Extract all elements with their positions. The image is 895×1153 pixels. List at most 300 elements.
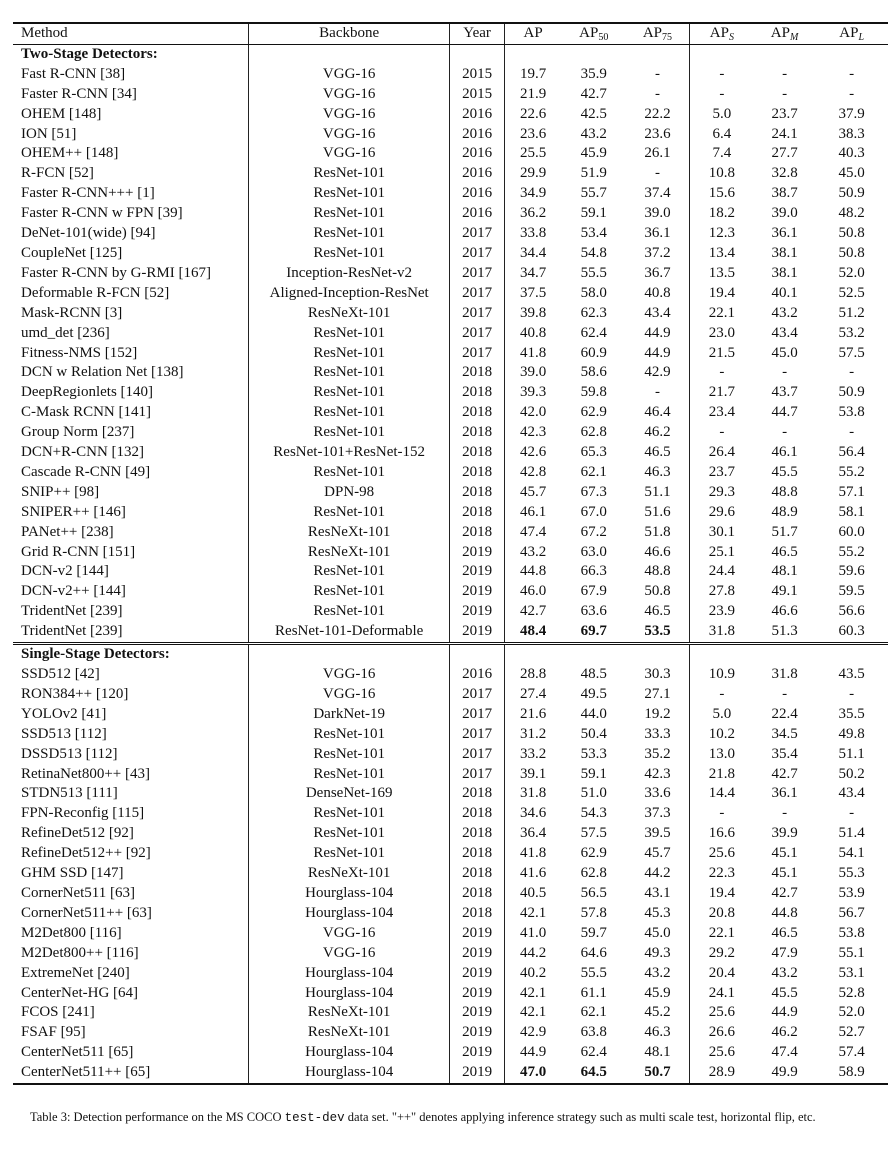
cell-year: 2019 (450, 622, 504, 643)
cell-year: 2017 (450, 685, 504, 705)
cell-ap75: 22.2 (626, 105, 689, 125)
cell-ap75: 23.6 (626, 125, 689, 145)
cell-ap75: 44.9 (626, 324, 689, 344)
cell-apm: 42.7 (771, 765, 798, 782)
header-apm-main: AP (770, 25, 790, 41)
cell-ap50: 53.4 (580, 225, 607, 242)
cell-ap75: 37.4 (626, 184, 689, 204)
cell-apl: 50.8 (838, 244, 865, 261)
cell-apl: 53.9 (838, 884, 865, 901)
cell-ap75: 45.9 (626, 984, 689, 1004)
cell-ap50: 43.2 (580, 125, 607, 142)
section-title: Single-Stage Detectors: (13, 644, 248, 665)
cell-ap: 42.9 (519, 1024, 547, 1041)
header-apl (815, 23, 888, 44)
cell-method: OHEM++ [148] (13, 144, 248, 164)
cell-backbone: ResNet-101 (248, 164, 450, 184)
cell-method: Deformable R-FCN [52] (13, 284, 248, 304)
cell-year: 2019 (450, 944, 504, 964)
cell-backbone: ResNet-101+ResNet-152 (248, 443, 450, 463)
cell-backbone: ResNet-101 (248, 363, 450, 383)
cell-aps: 10.9 (708, 666, 736, 682)
cell-year: 2018 (450, 403, 504, 423)
cell-method: Faster R-CNN+++ [1] (13, 184, 248, 204)
cell-ap75: - (626, 85, 689, 105)
cell-backbone: ResNet-101 (248, 423, 450, 443)
cell-method: TridentNet [239] (13, 602, 248, 622)
table-row (13, 1023, 888, 1043)
table-row (13, 602, 888, 622)
table-row (13, 224, 888, 244)
cell-backbone: Hourglass-104 (248, 884, 450, 904)
cell-apm: 45.5 (771, 984, 798, 1001)
cell-method: CenterNet511++ [65] (13, 1063, 248, 1084)
cell-ap50: 59.7 (580, 924, 607, 941)
cell-ap50: 55.5 (580, 964, 607, 981)
cell-ap50: 59.1 (580, 205, 607, 222)
cell-apm: 39.9 (771, 825, 798, 842)
cell-apl: 52.8 (838, 984, 865, 1001)
cell-apm: 48.8 (771, 483, 798, 500)
cell-ap50: 42.5 (580, 105, 607, 122)
cell-ap75: 49.3 (626, 944, 689, 964)
cell-year: 2018 (450, 844, 504, 864)
table-row (13, 1063, 888, 1084)
cell-method: SSD512 [42] (13, 665, 248, 685)
cell-method: CenterNet-HG [64] (13, 984, 248, 1004)
cell-ap: 34.7 (519, 264, 547, 281)
cell-ap: 39.3 (519, 384, 547, 401)
cell-apl: 51.4 (838, 825, 865, 842)
cell-ap75: 43.2 (626, 964, 689, 984)
header-ap75 (626, 23, 689, 44)
cell-ap: 40.5 (519, 884, 547, 901)
cell-apl: 48.2 (838, 205, 865, 222)
cell-ap: 48.4 (519, 623, 547, 640)
table-row (13, 804, 888, 824)
cell-ap50: 44.0 (580, 705, 607, 722)
cell-apm: 43.7 (771, 384, 798, 401)
cell-apm: 36.1 (771, 225, 798, 242)
cell-ap75: 44.9 (626, 344, 689, 364)
cell-apm: - (782, 85, 788, 102)
header-aps-main: AP (709, 25, 729, 41)
section-title: Two-Stage Detectors: (13, 44, 248, 64)
header-method: Method (13, 23, 248, 44)
cell-ap50: 54.3 (580, 805, 607, 822)
cell-ap50: 67.2 (580, 523, 607, 540)
cell-ap75: 50.7 (626, 1063, 689, 1084)
cell-aps: 30.1 (708, 523, 736, 540)
table-row (13, 85, 888, 105)
cell-ap: 42.1 (519, 904, 547, 921)
cell-method: Group Norm [237] (13, 423, 248, 443)
cell-apl: 58.1 (838, 503, 865, 520)
cell-aps: 26.4 (708, 444, 736, 461)
cell-ap: 47.0 (504, 1063, 561, 1084)
cell-method: Grid R-CNN [151] (13, 543, 248, 563)
section-spacer-cell (754, 644, 815, 665)
cell-aps: 22.1 (708, 304, 736, 321)
header-aps (689, 23, 753, 44)
header-ap75-sub: 75 (662, 32, 673, 43)
cell-year: 2016 (450, 105, 504, 125)
cell-aps: 20.4 (708, 964, 736, 981)
cell-ap: 42.8 (519, 463, 547, 480)
cell-ap: 40.8 (519, 324, 547, 341)
cell-aps: 27.8 (708, 583, 736, 600)
cell-apl: - (849, 685, 855, 702)
cell-year: 2016 (450, 164, 504, 184)
cell-backbone: ResNet-101-Deformable (248, 622, 450, 643)
cell-apm: 38.1 (771, 244, 798, 261)
cell-method: FSAF [95] (13, 1023, 248, 1043)
cell-ap: 31.2 (519, 725, 547, 742)
cell-apl: 60.3 (838, 623, 865, 640)
cell-method: Fast R-CNN [38] (13, 65, 248, 85)
table-row (13, 344, 888, 364)
cell-ap50: 62.1 (580, 463, 607, 480)
section-spacer-cell (815, 44, 888, 64)
section-spacer-cell (626, 644, 689, 665)
cell-ap50: 67.3 (580, 483, 607, 500)
cell-apl: 52.7 (838, 1024, 865, 1041)
cell-method: SNIP++ [98] (13, 483, 248, 503)
cell-ap75: 45.3 (626, 904, 689, 924)
cell-ap: 41.6 (519, 865, 547, 882)
cell-apl: 52.0 (838, 264, 865, 281)
cell-method: Cascade R-CNN [49] (13, 463, 248, 483)
cell-apl: 50.9 (838, 384, 865, 401)
table-row (13, 423, 888, 443)
table-row (13, 582, 888, 602)
cell-method: SSD513 [112] (13, 725, 248, 745)
table-row (13, 765, 888, 785)
cell-year: 2018 (450, 824, 504, 844)
cell-aps: 21.8 (708, 765, 736, 782)
cell-backbone: ResNet-101 (248, 244, 450, 264)
cell-apm: 32.8 (771, 165, 798, 182)
cell-backbone: ResNet-101 (248, 204, 450, 224)
cell-year: 2019 (450, 964, 504, 984)
cell-method: DCN-v2++ [144] (13, 582, 248, 602)
cell-method: PANet++ [238] (13, 523, 248, 543)
cell-ap50: 59.8 (580, 384, 607, 401)
cell-aps: 29.2 (708, 944, 736, 961)
cell-year: 2017 (450, 745, 504, 765)
cell-ap50: 56.5 (580, 884, 607, 901)
cell-ap75: 53.5 (626, 622, 689, 643)
cell-ap50: 55.5 (580, 264, 607, 281)
cell-apl: 38.3 (838, 125, 865, 142)
cell-apl: 57.5 (838, 344, 865, 361)
cell-ap: 42.3 (519, 424, 547, 441)
cell-backbone: ResNet-101 (248, 503, 450, 523)
cell-aps: 31.8 (708, 623, 736, 640)
cell-apl: 56.6 (838, 603, 865, 620)
cell-apl: 52.5 (838, 284, 865, 301)
cell-ap50: 60.9 (580, 344, 607, 361)
cell-method: DCN+R-CNN [132] (13, 443, 248, 463)
cell-year: 2019 (450, 1063, 504, 1084)
cell-ap50: 63.8 (580, 1024, 607, 1041)
cell-ap75: 46.3 (626, 463, 689, 483)
header-ap50-main: AP (579, 25, 599, 41)
cell-aps: - (719, 685, 725, 702)
cell-apm: - (782, 65, 788, 82)
cell-method: M2Det800 [116] (13, 924, 248, 944)
cell-ap: 42.6 (519, 444, 547, 461)
cell-apl: 40.3 (838, 145, 865, 162)
cell-apl: 53.2 (838, 324, 865, 341)
cell-apm: 44.7 (771, 404, 798, 421)
cell-apm: 34.5 (771, 725, 798, 742)
table-row (13, 383, 888, 403)
table-row (13, 463, 888, 483)
cell-backbone: ResNeXt-101 (248, 864, 450, 884)
cell-apm: 48.1 (771, 563, 798, 580)
cell-backbone: ResNet-101 (248, 765, 450, 785)
cell-year: 2019 (450, 924, 504, 944)
cell-ap: 43.2 (519, 543, 547, 560)
cell-year: 2018 (450, 363, 504, 383)
table-row (13, 665, 888, 685)
cell-backbone: VGG-16 (248, 105, 450, 125)
cell-ap50: 62.9 (580, 404, 607, 421)
cell-apl: 53.1 (838, 964, 865, 981)
cell-apm: - (782, 364, 788, 381)
cell-apl: 35.5 (838, 705, 865, 722)
section-spacer-cell (248, 44, 450, 64)
cell-year: 2019 (450, 582, 504, 602)
table-row (13, 284, 888, 304)
cell-apl: 59.6 (838, 563, 865, 580)
cell-backbone: ResNet-101 (248, 582, 450, 602)
section-header-row (13, 644, 888, 665)
cell-year: 2018 (450, 443, 504, 463)
cell-backbone: VGG-16 (248, 85, 450, 105)
cell-method: CoupleNet [125] (13, 244, 248, 264)
cell-backbone: DPN-98 (248, 483, 450, 503)
cell-apl: - (849, 364, 855, 381)
table-row (13, 144, 888, 164)
table-row (13, 543, 888, 563)
cell-ap50: 48.5 (580, 666, 607, 682)
cell-method: GHM SSD [147] (13, 864, 248, 884)
results-table-container (13, 22, 888, 1085)
cell-year: 2017 (450, 244, 504, 264)
cell-apl: - (849, 65, 855, 82)
cell-year: 2015 (450, 65, 504, 85)
cell-year: 2017 (450, 705, 504, 725)
cell-aps: 29.6 (708, 503, 736, 520)
cell-ap: 25.5 (519, 145, 547, 162)
table-row (13, 944, 888, 964)
cell-apm: 36.1 (771, 785, 798, 802)
cell-apl: 43.4 (838, 785, 865, 802)
cell-backbone: ResNet-101 (248, 344, 450, 364)
cell-ap50: 62.8 (580, 424, 607, 441)
table-row (13, 105, 888, 125)
cell-backbone: ResNet-101 (248, 403, 450, 423)
cell-ap50: 49.5 (580, 685, 607, 702)
cell-method: umd_det [236] (13, 324, 248, 344)
table-row (13, 824, 888, 844)
cell-ap75: 45.7 (626, 844, 689, 864)
cell-method: TridentNet [239] (13, 622, 248, 643)
cell-backbone: ResNet-101 (248, 824, 450, 844)
cell-ap: 39.8 (519, 304, 547, 321)
cell-apm: 46.6 (771, 603, 798, 620)
cell-ap: 34.6 (519, 805, 547, 822)
cell-ap75: 46.5 (626, 602, 689, 622)
cell-method: Faster R-CNN by G-RMI [167] (13, 264, 248, 284)
cell-method: RefineDet512++ [92] (13, 844, 248, 864)
cell-ap50: 65.3 (580, 444, 607, 461)
cell-backbone: Hourglass-104 (248, 984, 450, 1004)
cell-apl: 56.7 (838, 904, 865, 921)
detection-results-table (13, 22, 888, 1085)
section-spacer-cell (248, 644, 450, 665)
cell-apl: 37.9 (838, 105, 865, 122)
cell-apl: 54.1 (838, 845, 865, 862)
cell-aps: 23.9 (708, 603, 736, 620)
cell-ap75: 46.3 (626, 1023, 689, 1043)
cell-method: ION [51] (13, 125, 248, 145)
cell-backbone: VGG-16 (248, 685, 450, 705)
cell-year: 2017 (450, 324, 504, 344)
cell-aps: 23.7 (708, 463, 736, 480)
cell-ap: 44.2 (519, 944, 547, 961)
cell-ap75: 51.6 (626, 503, 689, 523)
cell-aps: 18.2 (708, 205, 736, 222)
cell-apm: 49.9 (754, 1063, 815, 1084)
cell-method: DCN w Relation Net [138] (13, 363, 248, 383)
cell-apm: 45.1 (771, 845, 798, 862)
cell-aps: 20.8 (708, 904, 736, 921)
cell-apm: 43.2 (771, 964, 798, 981)
table-row (13, 1043, 888, 1063)
cell-year: 2018 (450, 804, 504, 824)
cell-ap75: 46.6 (626, 543, 689, 563)
cell-apl: 49.8 (838, 725, 865, 742)
cell-year: 2017 (450, 264, 504, 284)
cell-ap75: 33.3 (626, 725, 689, 745)
cell-backbone: VGG-16 (248, 665, 450, 685)
cell-method: FCOS [241] (13, 1003, 248, 1023)
cell-ap50: 35.9 (580, 65, 607, 82)
cell-method: FPN-Reconfig [115] (13, 804, 248, 824)
table-caption (30, 1110, 816, 1125)
section-spacer-cell (504, 44, 561, 64)
cell-ap: 27.4 (519, 685, 547, 702)
cell-aps: 10.8 (708, 165, 736, 182)
cell-backbone: ResNet-101 (248, 324, 450, 344)
cell-ap75: 48.1 (626, 1043, 689, 1063)
table-row (13, 984, 888, 1004)
table-row (13, 705, 888, 725)
cell-ap50: 58.0 (580, 284, 607, 301)
cell-backbone: ResNeXt-101 (248, 1003, 450, 1023)
cell-ap75: 42.3 (626, 765, 689, 785)
table-row (13, 503, 888, 523)
cell-apl: 51.2 (838, 304, 865, 321)
section-spacer-cell (754, 44, 815, 64)
cell-apm: 51.3 (771, 623, 798, 640)
cell-backbone: VGG-16 (248, 65, 450, 85)
cell-apm: 46.5 (771, 924, 798, 941)
cell-ap: 41.8 (519, 845, 547, 862)
cell-aps: 22.3 (708, 865, 736, 882)
cell-aps: 19.4 (708, 884, 736, 901)
cell-ap50: 53.3 (580, 745, 607, 762)
table-row (13, 304, 888, 324)
cell-ap75: 46.5 (626, 443, 689, 463)
cell-ap50: 64.6 (580, 944, 607, 961)
table-row (13, 403, 888, 423)
cell-apl: 59.5 (838, 583, 865, 600)
cell-apl: 60.0 (838, 523, 865, 540)
cell-ap: 36.4 (519, 825, 547, 842)
cell-aps: - (719, 424, 725, 441)
cell-apl: 58.9 (815, 1063, 888, 1084)
cell-year: 2017 (450, 344, 504, 364)
caption-code: test-dev (284, 1111, 345, 1125)
cell-ap50: 62.4 (580, 324, 607, 341)
cell-apm: 46.1 (771, 444, 798, 461)
cell-aps: 13.5 (708, 264, 736, 281)
cell-aps: 23.4 (708, 404, 736, 421)
cell-ap75: 51.8 (626, 523, 689, 543)
table-row (13, 523, 888, 543)
cell-ap50: 57.5 (580, 825, 607, 842)
cell-apl: - (849, 85, 855, 102)
cell-ap50: 69.7 (580, 623, 607, 640)
cell-ap: 36.2 (519, 205, 547, 222)
cell-ap75: 37.3 (626, 804, 689, 824)
cell-ap50: 54.8 (580, 244, 607, 261)
cell-method: M2Det800++ [116] (13, 944, 248, 964)
cell-ap50: 67.9 (580, 583, 607, 600)
cell-ap50: 62.3 (580, 304, 607, 321)
cell-year: 2018 (450, 864, 504, 884)
cell-method: DeepRegionlets [140] (13, 383, 248, 403)
cell-ap: 44.9 (519, 1044, 547, 1061)
cell-apm: 38.7 (771, 185, 798, 202)
cell-year: 2017 (450, 224, 504, 244)
header-ap75-main: AP (642, 25, 663, 41)
cell-apm: 45.1 (771, 865, 798, 882)
cell-backbone: ResNet-101 (248, 463, 450, 483)
table-row (13, 483, 888, 503)
cell-backbone: Hourglass-104 (248, 1063, 450, 1084)
cell-aps: 10.2 (708, 725, 736, 742)
cell-apm: 46.5 (771, 543, 798, 560)
cell-apl: 53.8 (838, 404, 865, 421)
cell-aps: 12.3 (708, 225, 736, 242)
table-row (13, 264, 888, 284)
cell-aps: 29.3 (708, 483, 736, 500)
cell-aps: - (719, 364, 725, 381)
cell-ap50: 64.5 (562, 1063, 626, 1084)
table-row (13, 65, 888, 85)
cell-method: DCN-v2 [144] (13, 562, 248, 582)
cell-year: 2019 (450, 602, 504, 622)
cell-apl: 55.2 (838, 463, 865, 480)
cell-ap: 42.1 (519, 1004, 547, 1021)
cell-apm: 44.8 (771, 904, 798, 921)
cell-method: SNIPER++ [146] (13, 503, 248, 523)
